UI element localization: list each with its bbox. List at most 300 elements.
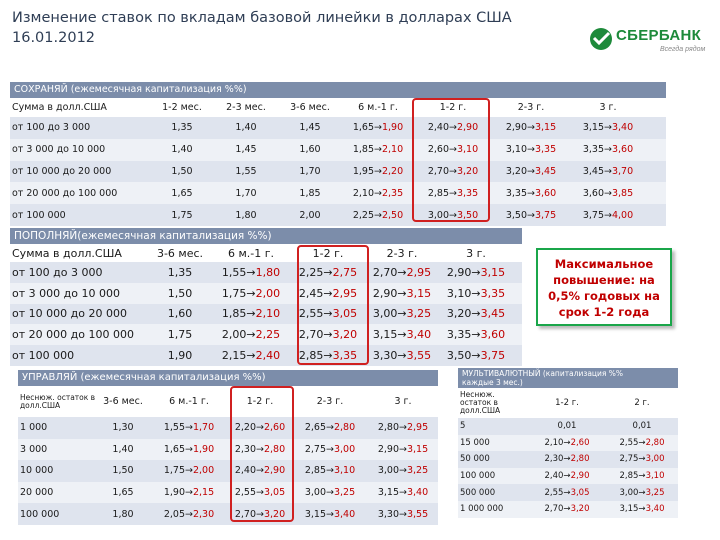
upravlyay-grid xyxy=(18,386,438,525)
amount-cell: 1 000 xyxy=(20,422,48,434)
rate-cell: 1,90 xyxy=(167,349,193,363)
rate-cell: 1,85 xyxy=(299,187,321,199)
rate-cell: 1,80 xyxy=(112,508,134,520)
old-rate: 1,85→ xyxy=(352,144,382,156)
rate-change-cell xyxy=(570,144,646,155)
rate-change-cell xyxy=(528,438,606,448)
old-rate: 2,10→ xyxy=(352,187,382,199)
sohranyay-grid xyxy=(10,98,666,226)
rate-change-cell xyxy=(342,188,414,199)
rate-cell: 1,40 xyxy=(235,122,257,134)
rate-change-cell xyxy=(210,328,292,341)
old-rate: 3,30→ xyxy=(377,508,407,520)
rate-cell: 1,60 xyxy=(299,144,321,156)
new-rate: 2,00 xyxy=(192,465,215,477)
rate-change-cell xyxy=(440,287,512,300)
rate-change-cell xyxy=(150,509,228,520)
old-rate: 3,35→ xyxy=(582,144,612,156)
rate-change-cell xyxy=(292,266,364,279)
new-rate: 2,60 xyxy=(263,422,286,434)
rate-cell: 1,40 xyxy=(171,144,193,156)
new-rate: 3,70 xyxy=(611,165,634,177)
new-rate: 1,70 xyxy=(192,422,215,434)
old-rate: 2,85→ xyxy=(304,465,334,477)
multivalyutny-header-line-1: МУЛЬТИВАЛЮТНЫЙ (капитализация %% xyxy=(462,369,624,378)
column-header: 2-3 г. xyxy=(316,396,344,407)
popolnyay-header: ПОПОЛНЯЙ(ежемесячная капитализация %%) xyxy=(10,228,522,244)
amount-cell: 500 000 xyxy=(460,487,496,498)
sberbank-logo xyxy=(588,26,712,62)
new-rate: 1,90 xyxy=(192,443,215,455)
sohranyay-table-row xyxy=(10,161,666,183)
multivalyutny-table-row xyxy=(458,501,678,518)
new-rate: 2,50 xyxy=(381,209,404,221)
rate-change-cell xyxy=(606,504,678,514)
multivalyutny-grid xyxy=(458,388,678,518)
old-rate: 3,20→ xyxy=(446,307,481,321)
column-header: 2 г. xyxy=(634,398,650,408)
new-rate: 2,95 xyxy=(406,422,429,434)
new-rate: 3,75 xyxy=(534,209,557,221)
old-rate: 2,45→ xyxy=(298,286,333,300)
amount-cell: от 20 000 до 100 000 xyxy=(12,187,118,199)
column-header: Неснюж. остаток в долл.США xyxy=(460,391,501,415)
callout-line-4: срок 1-2 года xyxy=(558,305,650,319)
sohranyay-table-row xyxy=(10,182,666,204)
new-rate: 3,75 xyxy=(480,349,506,363)
rate-change-cell xyxy=(492,188,570,199)
new-rate: 2,10 xyxy=(255,307,281,321)
old-rate: 2,70→ xyxy=(544,504,571,515)
old-rate: 2,80→ xyxy=(377,422,407,434)
column-header: 3-6 мес. xyxy=(156,246,204,260)
old-rate: 3,35→ xyxy=(446,328,481,342)
new-rate: 2,90 xyxy=(263,465,286,477)
rate-change-cell xyxy=(150,465,228,476)
sohranyay-table-row xyxy=(10,139,666,161)
old-rate: 1,65→ xyxy=(352,122,382,134)
rate-change-cell xyxy=(414,166,492,177)
old-rate: 0,01 xyxy=(632,421,652,432)
rate-change-cell xyxy=(528,504,606,514)
rate-cell: 1,75 xyxy=(171,209,193,221)
rate-cell: 1,55 xyxy=(235,165,257,177)
rate-change-cell xyxy=(150,444,228,455)
upravlyay-table-row xyxy=(18,417,438,439)
new-rate: 3,10 xyxy=(645,471,665,482)
amount-cell: 5 xyxy=(460,421,466,432)
rate-change-cell xyxy=(292,328,364,341)
upravlyay-table-row xyxy=(18,503,438,525)
old-rate: 2,70→ xyxy=(298,328,333,342)
old-rate: 3,00→ xyxy=(372,307,407,321)
popolnyay-table xyxy=(10,228,522,368)
new-rate: 3,15 xyxy=(406,443,429,455)
rate-change-cell xyxy=(528,471,606,481)
rate-change-cell xyxy=(292,349,364,362)
amount-cell: от 3 000 до 10 000 xyxy=(12,144,106,156)
old-rate: 2,65→ xyxy=(304,422,334,434)
old-rate: 3,15→ xyxy=(304,508,334,520)
rate-change-cell xyxy=(292,465,368,476)
rate-change-cell xyxy=(492,166,570,177)
rate-cell: 1,45 xyxy=(235,144,257,156)
rate-cell: 1,80 xyxy=(235,209,257,221)
old-rate: 3,00→ xyxy=(304,487,334,499)
new-rate: 2,80 xyxy=(570,454,590,465)
rate-change-cell xyxy=(606,488,678,498)
old-rate: 1,95→ xyxy=(352,165,382,177)
amount-cell: от 20 000 до 100 000 xyxy=(12,328,134,342)
sohranyay-header: СОХРАНЯЙ (ежемесячная капитализация %%) xyxy=(10,82,666,98)
rate-change-cell xyxy=(342,166,414,177)
upravlyay-table xyxy=(18,370,438,526)
new-rate: 2,90 xyxy=(570,471,590,482)
rate-cell: 1,70 xyxy=(299,165,321,177)
old-rate: 2,55→ xyxy=(544,487,571,498)
old-rate: 3,10→ xyxy=(505,144,535,156)
amount-cell: от 3 000 до 10 000 xyxy=(12,286,120,300)
sberbank-logo-icon xyxy=(588,26,614,52)
rate-change-cell xyxy=(150,487,228,498)
new-rate: 2,35 xyxy=(381,187,404,199)
new-rate: 3,35 xyxy=(332,349,358,363)
amount-cell: 1 000 000 xyxy=(460,504,504,515)
rate-change-cell xyxy=(292,444,368,455)
new-rate: 3,55 xyxy=(406,349,432,363)
rate-change-cell xyxy=(342,144,414,155)
old-rate: 1,55→ xyxy=(163,422,193,434)
new-rate: 3,40 xyxy=(333,508,356,520)
rate-change-cell xyxy=(492,210,570,221)
rate-change-cell xyxy=(228,465,292,476)
new-rate: 2,95 xyxy=(406,265,432,279)
old-rate: 1,75→ xyxy=(221,286,256,300)
rate-cell: 1,70 xyxy=(235,187,257,199)
rate-cell: 1,75 xyxy=(167,328,193,342)
callout-line-2: повышение: на xyxy=(553,273,655,287)
rate-change-cell xyxy=(342,210,414,221)
rate-change-cell xyxy=(364,307,440,320)
new-rate: 3,40 xyxy=(406,487,429,499)
new-rate: 2,80 xyxy=(333,422,356,434)
new-rate: 3,05 xyxy=(570,487,590,498)
rate-change-cell xyxy=(570,166,646,177)
column-header: 1-2 г. xyxy=(439,102,467,113)
rate-change-cell xyxy=(368,487,438,498)
popolnyay-table-row xyxy=(10,324,522,345)
old-rate: 3,00→ xyxy=(619,487,646,498)
page-title xyxy=(12,8,512,48)
upravlyay-table-row xyxy=(18,482,438,504)
rate-change-cell xyxy=(440,328,512,341)
rate-cell: 1,50 xyxy=(112,465,134,477)
new-rate: 3,25 xyxy=(645,487,665,498)
old-rate: 2,70→ xyxy=(372,265,407,279)
new-rate: 3,40 xyxy=(611,122,634,134)
new-rate: 3,00 xyxy=(645,454,665,465)
old-rate: 2,25→ xyxy=(298,265,333,279)
old-rate: 2,00→ xyxy=(221,328,256,342)
old-rate: 2,85→ xyxy=(298,349,333,363)
multivalyutny-header-row xyxy=(458,388,678,418)
column-header: 1-2 мес. xyxy=(162,102,202,113)
new-rate: 2,00 xyxy=(255,286,281,300)
old-rate: 3,00→ xyxy=(427,209,457,221)
rate-cell: 1,65 xyxy=(171,187,193,199)
new-rate: 3,05 xyxy=(263,487,286,499)
new-rate: 2,80 xyxy=(263,443,286,455)
column-header: 3-6 мес. xyxy=(290,102,330,113)
rate-change-cell xyxy=(364,266,440,279)
rate-cell: 1,40 xyxy=(112,443,134,455)
old-rate: 1,90→ xyxy=(163,487,193,499)
rate-change-cell xyxy=(292,422,368,433)
callout-line-1: Максимальное xyxy=(554,257,654,271)
rate-change-cell xyxy=(440,266,512,279)
column-header: 6 м.-1 г. xyxy=(169,396,209,407)
old-rate: 2,05→ xyxy=(163,508,193,520)
new-rate: 3,55 xyxy=(406,508,429,520)
new-rate: 4,00 xyxy=(611,209,634,221)
old-rate: 3,20→ xyxy=(505,165,535,177)
new-rate: 3,60 xyxy=(534,187,557,199)
rate-cell: 1,35 xyxy=(167,265,193,279)
new-rate: 3,20 xyxy=(570,504,590,515)
amount-cell: от 10 000 до 20 000 xyxy=(12,165,112,177)
old-rate: 3,15→ xyxy=(619,504,646,515)
rate-change-cell xyxy=(292,307,364,320)
new-rate: 2,60 xyxy=(570,437,590,448)
old-rate: 3,75→ xyxy=(582,209,612,221)
new-rate: 3,00 xyxy=(333,443,356,455)
new-rate: 3,25 xyxy=(333,487,356,499)
old-rate: 2,90→ xyxy=(372,286,407,300)
old-rate: 2,40→ xyxy=(544,471,571,482)
rate-change-cell xyxy=(364,349,440,362)
new-rate: 3,40 xyxy=(406,328,432,342)
old-rate: 3,15→ xyxy=(372,328,407,342)
sohranyay-table-row xyxy=(10,204,666,226)
new-rate: 3,40 xyxy=(645,504,665,515)
new-rate: 3,15 xyxy=(534,122,557,134)
old-rate: 2,55→ xyxy=(619,437,646,448)
old-rate: 2,55→ xyxy=(234,487,264,499)
old-rate: 3,50→ xyxy=(446,349,481,363)
column-header: 3 г. xyxy=(466,246,486,260)
multivalyutny-table-row xyxy=(458,435,678,452)
new-rate: 1,80 xyxy=(255,265,281,279)
rate-change-cell xyxy=(492,144,570,155)
old-rate: 1,65→ xyxy=(163,443,193,455)
rate-change-cell xyxy=(414,210,492,221)
multivalyutny-table-row xyxy=(458,468,678,485)
rate-change-cell xyxy=(292,287,364,300)
column-header: 6 м.-1 г. xyxy=(358,102,398,113)
rate-change-cell xyxy=(342,122,414,133)
logo-tagline: Всегда рядом xyxy=(660,46,706,53)
rate-change-cell xyxy=(414,188,492,199)
new-rate: 3,25 xyxy=(406,465,429,477)
new-rate: 3,60 xyxy=(480,328,506,342)
rate-change-cell xyxy=(606,454,678,464)
sohranyay-header-row xyxy=(10,98,666,117)
rate-change-cell xyxy=(368,465,438,476)
old-rate: 3,60→ xyxy=(582,187,612,199)
column-header: 1-2 г. xyxy=(246,396,274,407)
amount-cell: от 100 000 xyxy=(12,209,66,221)
new-rate: 3,85 xyxy=(611,187,634,199)
rate-change-cell xyxy=(292,509,368,520)
rate-change-cell xyxy=(210,349,292,362)
rate-cell: 1,65 xyxy=(112,487,134,499)
old-rate: 2,40→ xyxy=(234,465,264,477)
rate-change-cell xyxy=(210,287,292,300)
new-rate: 3,35 xyxy=(534,144,557,156)
rate-cell: 1,50 xyxy=(167,286,193,300)
old-rate: 3,00→ xyxy=(377,465,407,477)
rate-cell: 2,00 xyxy=(299,209,321,221)
popolnyay-table-row xyxy=(10,262,522,283)
old-rate: 3,15→ xyxy=(377,487,407,499)
rate-change-cell xyxy=(228,422,292,433)
old-rate: 3,50→ xyxy=(505,209,535,221)
upravlyay-table-row xyxy=(18,460,438,482)
new-rate: 2,75 xyxy=(332,265,358,279)
callout-line-3: 0,5% годовых на xyxy=(548,289,660,303)
column-header: Сумма в долл.США xyxy=(12,246,122,260)
old-rate: 1,55→ xyxy=(221,265,256,279)
amount-cell: 10 000 xyxy=(20,465,54,477)
old-rate: 2,40→ xyxy=(427,122,457,134)
old-rate: 2,30→ xyxy=(544,454,571,465)
rate-cell: 1,30 xyxy=(112,422,134,434)
new-rate: 3,10 xyxy=(456,144,479,156)
upravlyay-table-row xyxy=(18,439,438,461)
multivalyutny-table-row xyxy=(458,418,678,435)
new-rate: 3,10 xyxy=(333,465,356,477)
new-rate: 2,25 xyxy=(255,328,281,342)
new-rate: 2,15 xyxy=(192,487,215,499)
amount-cell: 100 000 xyxy=(20,508,60,520)
popolnyay-grid xyxy=(10,244,522,366)
rate-change-cell xyxy=(210,307,292,320)
amount-cell: 20 000 xyxy=(20,487,54,499)
sohranyay-table xyxy=(10,82,666,226)
old-rate: 0,01 xyxy=(557,421,577,432)
multivalyutny-table-row xyxy=(458,484,678,501)
column-header: 3 г. xyxy=(599,102,617,113)
old-rate: 2,60→ xyxy=(427,144,457,156)
rate-change-cell xyxy=(364,287,440,300)
column-header: 1-2 г. xyxy=(555,398,579,408)
rate-change-cell xyxy=(492,122,570,133)
rate-change-cell xyxy=(528,488,606,498)
old-rate: 2,75→ xyxy=(619,454,646,465)
column-header: 3 г. xyxy=(394,396,412,407)
rate-change-cell xyxy=(368,422,438,433)
rate-change-cell xyxy=(228,487,292,498)
old-rate: 2,90→ xyxy=(446,265,481,279)
column-header: 2-3 г. xyxy=(386,246,418,260)
multivalyutny-header xyxy=(458,368,678,388)
old-rate: 1,85→ xyxy=(221,307,256,321)
old-rate: 3,10→ xyxy=(446,286,481,300)
rate-cell: 1,50 xyxy=(171,165,193,177)
amount-cell: 50 000 xyxy=(460,454,490,465)
column-header: 1-2 г. xyxy=(312,246,344,260)
rate-change-cell xyxy=(210,266,292,279)
old-rate: 1,75→ xyxy=(163,465,193,477)
rate-change-cell xyxy=(570,188,646,199)
max-increase-callout xyxy=(536,248,672,326)
rate-change-cell xyxy=(528,454,606,464)
new-rate: 2,95 xyxy=(332,286,358,300)
multivalyutny-header-line-2: каждые 3 мес.) xyxy=(462,378,523,387)
old-rate: 2,10→ xyxy=(544,437,571,448)
amount-cell: 15 000 xyxy=(460,437,490,448)
new-rate: 3,05 xyxy=(332,307,358,321)
old-rate: 2,70→ xyxy=(234,508,264,520)
rate-change-cell xyxy=(368,444,438,455)
rate-change-cell xyxy=(228,509,292,520)
new-rate: 3,25 xyxy=(406,307,432,321)
sohranyay-table-row xyxy=(10,117,666,139)
multivalyutny-table-row xyxy=(458,451,678,468)
rate-cell: 1,45 xyxy=(299,122,321,134)
popolnyay-table-row xyxy=(10,304,522,325)
old-rate: 2,90→ xyxy=(377,443,407,455)
column-header: 3-6 мес. xyxy=(103,396,143,407)
old-rate: 2,70→ xyxy=(427,165,457,177)
column-header: Неснюж. остаток в долл.США xyxy=(20,393,96,410)
rate-change-cell xyxy=(440,349,512,362)
new-rate: 2,40 xyxy=(255,349,281,363)
rate-change-cell xyxy=(364,328,440,341)
new-rate: 1,90 xyxy=(381,122,404,134)
amount-cell: 3 000 xyxy=(20,443,48,455)
old-rate: 2,85→ xyxy=(427,187,457,199)
column-header: Сумма в долл.США xyxy=(12,102,107,113)
new-rate: 3,45 xyxy=(534,165,557,177)
rate-change-cell xyxy=(570,210,646,221)
old-rate: 3,15→ xyxy=(582,122,612,134)
old-rate: 3,45→ xyxy=(582,165,612,177)
rate-cell: 1,60 xyxy=(167,307,193,321)
rate-change-cell xyxy=(150,422,228,433)
amount-cell: от 100 до 3 000 xyxy=(12,122,91,134)
amount-cell: от 10 000 до 20 000 xyxy=(12,307,127,321)
rate-change-cell xyxy=(570,122,646,133)
rate-change-cell xyxy=(606,471,678,481)
new-rate: 2,30 xyxy=(192,508,215,520)
old-rate: 2,90→ xyxy=(505,122,535,134)
new-rate: 3,20 xyxy=(332,328,358,342)
rate-change-cell xyxy=(440,307,512,320)
old-rate: 3,30→ xyxy=(372,349,407,363)
amount-cell: от 100 до 3 000 xyxy=(12,265,103,279)
column-header: 2-3 мес. xyxy=(226,102,266,113)
new-rate: 3,15 xyxy=(406,286,432,300)
new-rate: 3,60 xyxy=(611,144,634,156)
new-rate: 2,80 xyxy=(645,437,665,448)
old-rate: 2,85→ xyxy=(619,471,646,482)
popolnyay-header-row xyxy=(10,244,522,262)
new-rate: 3,15 xyxy=(480,265,506,279)
new-rate: 3,35 xyxy=(456,187,479,199)
upravlyay-header: УПРАВЛЯЙ (ежемесячная капитализация %%) xyxy=(18,370,438,386)
rate-change-cell xyxy=(606,421,678,431)
